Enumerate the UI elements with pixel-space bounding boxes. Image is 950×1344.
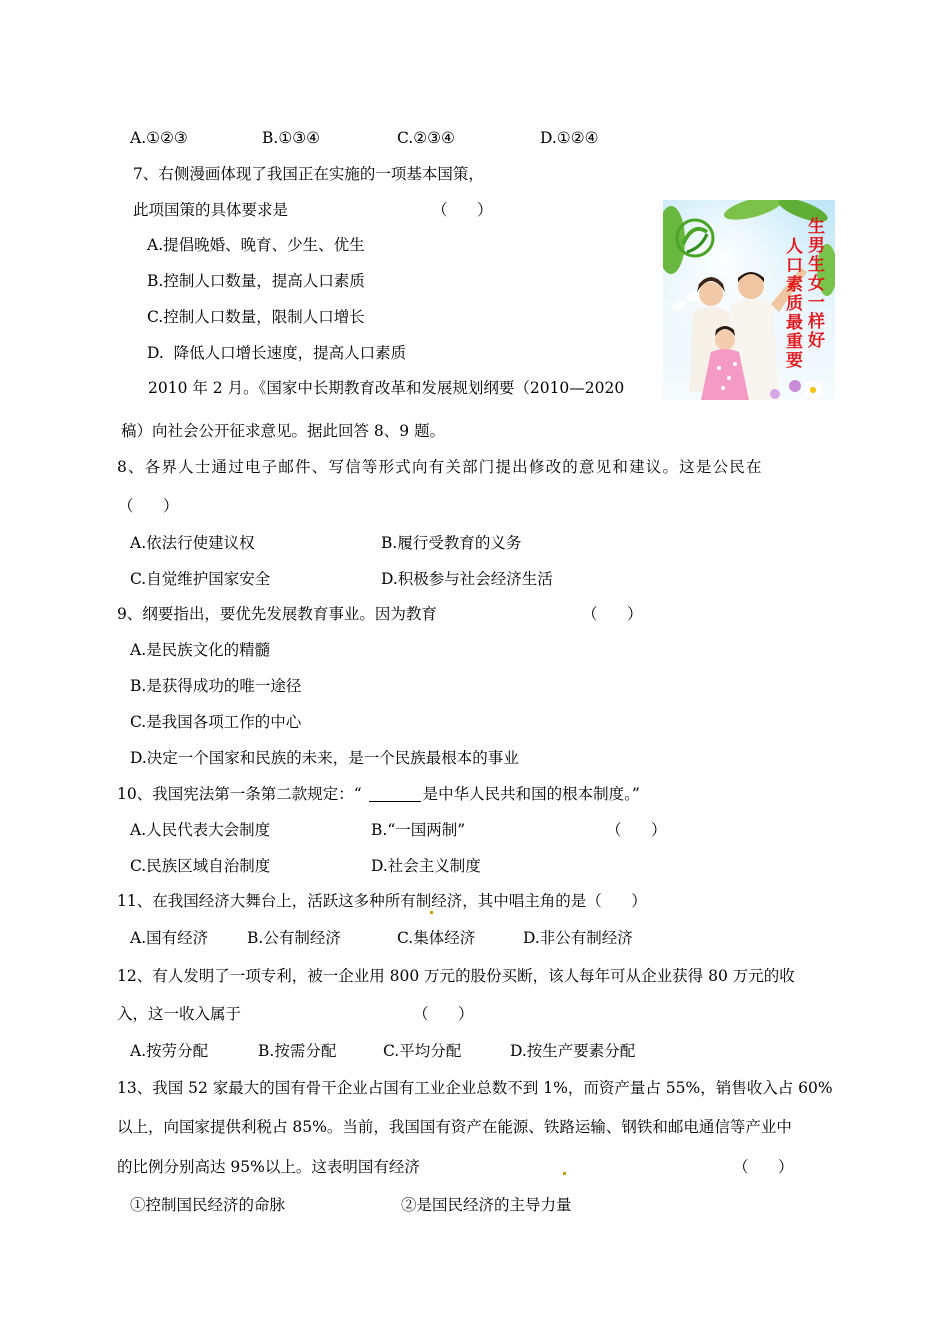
q6-option-b: B.①③④ <box>262 129 321 147</box>
q9-option-a: A.是民族文化的精髓 <box>130 641 271 659</box>
q12-stem-line2: 入，这一收入属于 <box>117 1005 242 1023</box>
q11-option-b: B.公有制经济 <box>247 929 341 947</box>
q11-option-c: C.集体经济 <box>397 929 476 947</box>
q10-answer-paren: （ ） <box>606 821 667 839</box>
q8-option-d: D.积极参与社会经济生活 <box>381 570 553 588</box>
q6-option-c: C.②③④ <box>397 129 455 147</box>
q12-option-c: C.平均分配 <box>383 1042 462 1060</box>
q10-option-d: D.社会主义制度 <box>371 857 481 875</box>
q13-stem-line1: 13、我国 52 家最大的国有骨干企业占国有工业企业总数不到 1%，而资产量占 55%，销售收入占 60% <box>117 1079 833 1097</box>
q7-stem-line2: 此项国策的具体要求是 <box>133 201 289 219</box>
q10-option-b: B.“一国两制” <box>371 821 466 839</box>
q11-stem: 11、在我国经济大舞台上，活跃这多种所有制经济，其中唱主角的是（ ） <box>117 892 647 910</box>
q11-option-d: D.非公有制经济 <box>523 929 633 947</box>
q10-fill-blank <box>369 785 421 802</box>
q7-option-a: A.提倡晚婚、晚育、少生、优生 <box>147 236 365 254</box>
q12-option-b: B.按需分配 <box>258 1042 337 1060</box>
q8-option-a: A.依法行使建议权 <box>130 534 255 552</box>
intro-line1: 2010 年 2 月。《国家中长期教育改革和发展规划纲要（2010—2020 <box>148 379 625 397</box>
q13-statement-1: ①控制国民经济的命脉 <box>130 1196 286 1214</box>
intro-line2: 稿）向社会公开征求意见。据此回答 8、9 题。 <box>121 422 446 440</box>
poster-slogan-right: 生男生女一样好 <box>808 217 825 351</box>
q7-option-d: D. 降低人口增长速度，提高人口素质 <box>147 344 407 362</box>
q12-answer-paren: （ ） <box>413 1005 474 1023</box>
poster-slogan-left: 人口素质最重要 <box>786 237 803 371</box>
q12-stem-line1: 12、有人发明了一项专利，被一企业用 800 万元的股份买断，该人每年可从企业获得 80 万元的收 <box>117 967 795 985</box>
q7-option-b: B.控制人口数量，提高人口素质 <box>147 272 365 290</box>
q9-option-d: D.决定一个国家和民族的未来，是一个民族最根本的事业 <box>130 749 519 767</box>
q13-stem-line3: 的比例分别高达 95%以上。这表明国有经济 <box>117 1158 420 1176</box>
q8-stem: 8、各界人士通过电子邮件、写信等形式向有关部门提出修改的意见和建议。这是公民在 <box>117 458 763 476</box>
stray-dot <box>430 911 433 914</box>
q11-option-a: A.国有经济 <box>130 929 209 947</box>
q10-option-c: C.民族区域自治制度 <box>130 857 271 875</box>
q7-option-c: C.控制人口数量，限制人口增长 <box>147 308 365 326</box>
q12-option-d: D.按生产要素分配 <box>510 1042 636 1060</box>
q12-option-a: A.按劳分配 <box>130 1042 209 1060</box>
q9-stem: 9、纲要指出，要优先发展教育事业。因为教育 <box>117 605 437 623</box>
q8-option-b: B.履行受教育的义务 <box>381 534 522 552</box>
q9-option-b: B.是获得成功的唯一途径 <box>130 677 302 695</box>
q6-option-d: D.①②④ <box>540 129 599 147</box>
q9-answer-paren: （ ） <box>582 605 643 623</box>
q10-stem <box>117 784 640 804</box>
q6-option-a: A.①②③ <box>130 129 188 147</box>
q13-answer-paren: （ ） <box>733 1158 794 1176</box>
q9-option-c: C.是我国各项工作的中心 <box>130 713 302 731</box>
q7-stem-line1: 7、右侧漫画体现了我国正在实施的一项基本国策， <box>133 165 484 183</box>
q10-stem-pre: 10、我国宪法第一条第二款规定：“ <box>117 785 367 803</box>
q7-answer-paren: （ ） <box>432 201 493 219</box>
q10-option-a: A.人民代表大会制度 <box>130 821 271 839</box>
q13-statement-2: ②是国民经济的主导力量 <box>401 1196 572 1214</box>
stray-dot <box>563 1172 566 1175</box>
q8-answer-paren: （ ） <box>118 497 179 515</box>
family-planning-poster <box>663 200 835 400</box>
q10-stem-post: 是中华人民共和国的根本制度。” <box>422 785 640 803</box>
q8-option-c: C.自觉维护国家安全 <box>130 570 271 588</box>
q13-stem-line2: 以上，向国家提供利税占 85%。当前，我国国有资产在能源、铁路运输、钢铁和邮电通信等产业中 <box>117 1118 792 1136</box>
